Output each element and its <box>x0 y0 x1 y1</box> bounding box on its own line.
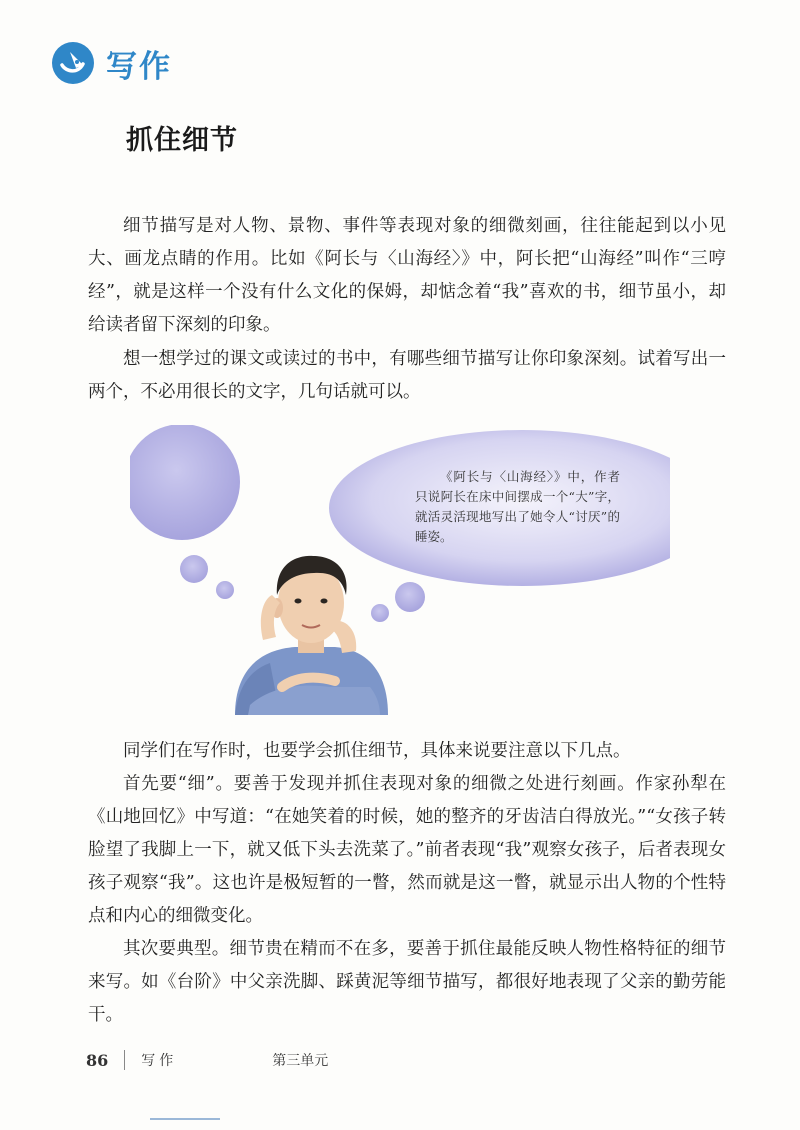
thought-dot-left-small <box>216 581 234 599</box>
paragraph-point-typical: 其次要典型。细节贵在精而不在多，要善于抓住最能反映人物性格特征的细节来写。如《台阶》中父亲洗脚、踩黄泥等细节描写，都很好地表现了父亲的勤劳能干。 <box>88 939 726 1025</box>
thinking-boy-illustration <box>130 425 670 725</box>
footer-section-label: 写作 <box>141 1053 178 1069</box>
page-title: 抓住细节 <box>126 125 238 156</box>
footer-unit-label: 第三单元 <box>272 1053 329 1069</box>
footer-divider <box>124 1050 125 1070</box>
section-header <box>50 40 172 86</box>
paragraph-transition: 同学们在写作时，也要学会抓住细节，具体来说要注意以下几点。 <box>123 741 631 761</box>
section-title: 写作 <box>106 48 172 85</box>
page-footer <box>86 1050 328 1070</box>
boy-figure <box>235 556 388 715</box>
pen-nib-circle-icon <box>50 40 96 86</box>
thought-dot-right-large <box>395 582 425 612</box>
paragraph-point-detail: 首先要“细”。要善于发现并抓住表现对象的细微之处进行刻画。作家孙犁在《山地回忆》中写道：“在她笑着的时候，她的整齐的牙齿洁白得放光。”“女孩子转脸望了我脚上一下，就又低下头去洗菜了。”前者表现“我”观察女孩子，后者表现女孩子观察“我”。这也许是极短暂的一瞥，然而就是这一瞥，就显示出人物的个性特点和内心的细微变化。 <box>88 774 726 926</box>
page-number: 86 <box>86 1050 109 1070</box>
thought-bubble-left <box>130 425 240 540</box>
footer-accent-line <box>150 1118 220 1120</box>
thought-bubble-text: 《阿长与〈山海经〉》中，作者只说阿长在床中间摆成一个“大”字，就活灵活现地写出了她令人“讨厌”的睡姿。 <box>415 469 620 544</box>
thought-dot-left-large <box>180 555 208 583</box>
thought-dot-right-small <box>371 604 389 622</box>
paragraph-intro: 细节描写是对人物、景物、事件等表现对象的细微刻画，往往能起到以小见大、画龙点睛的作用。比如《阿长与〈山海经〉》中，阿长把“山海经”叫作“三哼经”，就是这样一个没有什么文化的保姆，却惦念着“我”喜欢的书，细节虽小，却给读者留下深刻的印象。 <box>88 216 726 335</box>
paragraph-exercise: 想一想学过的课文或读过的书中，有哪些细节描写让你印象深刻。试着写出一两个，不必用很长的文字，几句话就可以。 <box>88 349 726 402</box>
